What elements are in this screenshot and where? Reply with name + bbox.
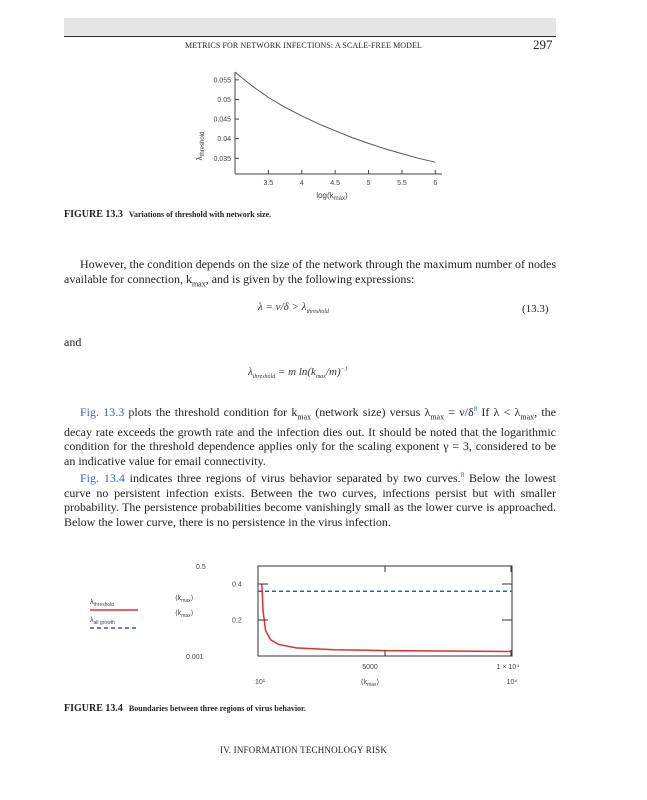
fig1-ytick-label: 0.035 xyxy=(213,155,231,163)
fig2-series xyxy=(258,584,512,652)
paragraph-2-3: Fig. 13.3 plots the threshold condition for $k_{max}$ (network size) versus $\lambda_{max} = \nu/\delta^8$ If $\lambda < \lambda_{max}$, the decay rate exceeds the growth rate and the infection dies out. It should be noted that the logarithmic condition for the threshold dependence applies only for the scaling exponent γ = 3, considered to be an indicative value for email connectivity. Fig. 13.4 indicates three regions of virus behavior separated by two curves.$^8$ Below the lowest curve no persistent infection exists. Between the two curves, infections persist but with smaller probability. The persistence probabilities become vanishingly small as the lower curve is approached. Below the lower curve, there is no persistence in the virus infection. xyxy=(64,405,556,529)
fig1-ylabel: $\lambda_{threshold}$ xyxy=(195,131,206,161)
equation-threshold: $\lambda_{threshold} = m$ $\ln(k_{max}/m)^{-1}$ xyxy=(248,366,348,381)
expr-top: $⟨k_{max}⟩$ xyxy=(175,595,194,604)
footer: IV. INFORMATION TECHNOLOGY RISK xyxy=(220,745,388,755)
equation-number: (13.3) xyxy=(522,303,549,315)
legend-allgrowth-label: $\lambda_{all growth}$ xyxy=(90,617,115,626)
fig1-ytick-label: 0.045 xyxy=(213,116,231,124)
fig2-xlabel: $⟨k_{max}⟩$ xyxy=(360,679,380,688)
figure-13-4-label: FIGURE 13.4 xyxy=(64,703,123,714)
left-tick-bottom: 0.001 xyxy=(186,654,204,661)
fig1-xtick-label: 5 xyxy=(366,180,371,187)
x-left-bottom-label: 10¹ xyxy=(254,679,266,686)
fig1-xlabel: $\log(k_{max})$ xyxy=(316,191,348,202)
figure-13-3-label: FIGURE 13.3 xyxy=(64,209,123,220)
x-right-bottom-label: 10⁴ xyxy=(506,679,518,686)
fig1-ytick-label: 0.04 xyxy=(217,136,231,144)
fig2-threshold-line xyxy=(262,584,512,652)
figure-13-4-chart xyxy=(70,558,550,693)
fig-13-4-ref[interactable]: Fig. 13.4 xyxy=(80,471,125,486)
fig-13-3-ref[interactable]: Fig. 13.3 xyxy=(80,405,125,419)
x-right-label: 1 × 10⁴ xyxy=(496,664,520,671)
header-shade xyxy=(64,18,556,36)
fig2-ytick-label: 0.2 xyxy=(232,617,242,625)
x-mid-label: 5000 xyxy=(362,664,378,671)
equation-13-3: $\lambda = \nu/\delta > \lambda_{threshold}$ xyxy=(258,301,329,316)
expr-bottom: $⟨k_{max}⟩$ xyxy=(175,610,194,619)
fig2-plot-frame xyxy=(258,566,512,656)
fig2-axes xyxy=(258,566,512,656)
header-rule xyxy=(64,36,556,37)
fig1-xtick-label: 5.5 xyxy=(397,180,407,187)
fig1-ticks xyxy=(213,77,437,187)
left-tick-top: 0.5 xyxy=(196,564,206,571)
figure-13-4-caption xyxy=(64,703,306,714)
figure-13-3-caption xyxy=(64,209,271,220)
fig1-ytick-label: 0.05 xyxy=(217,96,231,104)
fig1-xtick-label: 4.5 xyxy=(330,180,341,187)
figure-13-3-chart xyxy=(180,62,450,214)
paragraph-1: However, the condition depends on the size of the network through the maximum number of nodes available for connection, $k_{max}$, and is given by the following expressions: xyxy=(64,257,556,288)
fig1-series xyxy=(235,72,435,162)
fig1-axes xyxy=(235,72,442,174)
fig1-ytick-label: 0.055 xyxy=(213,77,231,85)
legend-threshold-label: $\lambda_{threshold}$ xyxy=(90,599,115,608)
page-number: 297 xyxy=(533,37,553,52)
and-text: and xyxy=(64,335,82,349)
figure-13-4-description: Boundaries between three regions of virus behavior. xyxy=(128,704,306,713)
figure-13-3-description: Variations of threshold with network size. xyxy=(128,210,272,219)
fig1-threshold-line xyxy=(235,72,435,162)
fig1-xtick-label: 6 xyxy=(433,180,438,187)
running-head: METRICS FOR NETWORK INFECTIONS: A SCALE-FREE MODEL xyxy=(185,41,423,50)
fig1-xtick-label: 3.5 xyxy=(263,180,274,187)
fig1-xtick-label: 4 xyxy=(299,180,304,187)
fig2-ytick-label: 0.4 xyxy=(232,581,242,589)
